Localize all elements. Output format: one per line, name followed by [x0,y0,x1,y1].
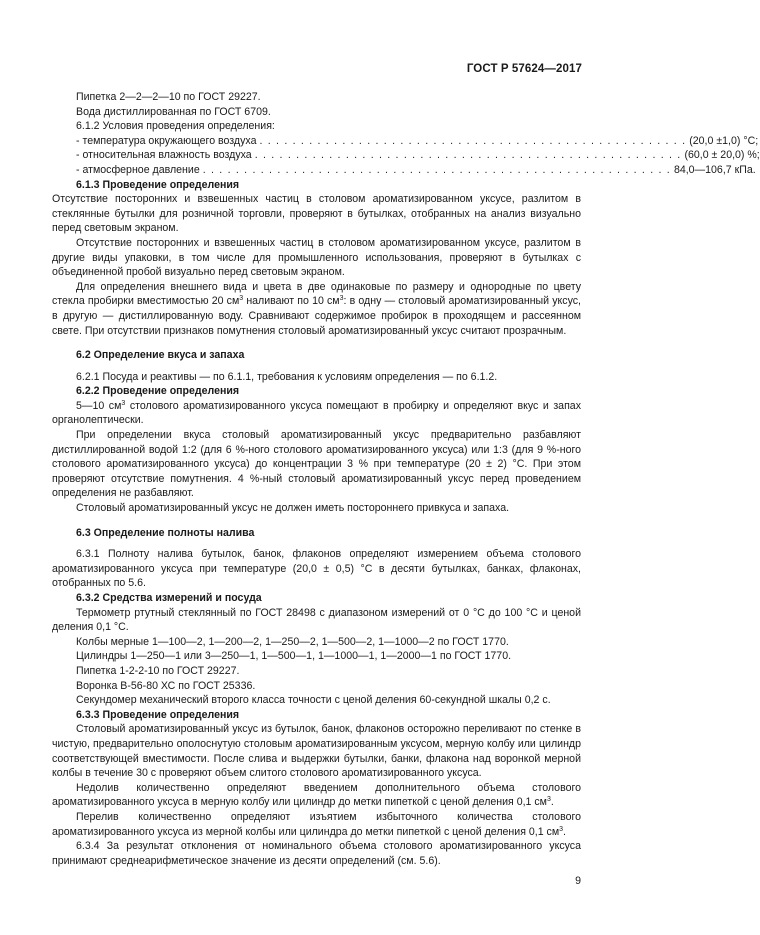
condition-label: - температура окружающего воздуха [76,134,257,147]
paragraph-text: столового ароматизированного уксуса помещают в пробирку и определяют вкус и запах органолептически. [52,399,581,427]
superscript: 3 [339,295,344,303]
paragraph [52,192,581,236]
paragraph-text: Перелив количественно определяют изъятием избыточного количества столового ароматизированного уксуса из мерной колбы или цилиндра до метки пипеткой с ценой деления 0,1 см [52,810,581,838]
leader-dots: . . . . . . . . . . . . . . . . . . . . . . . . . . . . . . . . . . . . . . . . . . . . . . . . . . . . [259,134,687,147]
superscript: 3 [546,796,551,804]
paragraph [52,236,581,280]
section-heading-6-3-2: 6.3.2 Средства измерений и посуда [76,592,262,604]
paragraph: Пипетка 1-2-2-10 по ГОСТ 29227. [76,664,240,677]
condition-value: (60,0 ± 20,0) %; [684,149,760,162]
text-line: Вода дистиллированная по ГОСТ 6709. [76,105,271,118]
condition-label: - атмосферное давление [76,163,200,176]
paragraph: Столовый ароматизированный уксус из бутылок, банок, флаконов осторожно переливают по стенке в чистую, предварительно ополоснутую столовым ароматизированным уксусом, мерную колбу или цилиндр соответствующей вместимости. После слива и выдержки бутылки, банки, флакона над воронкой мерной колбы в течение 30 с проверяют объем слитого столового ароматизированного уксуса. [52,723,581,780]
spacer [52,516,581,526]
superscript: 3 [559,825,564,833]
paragraph-text: 5—10 см [76,399,122,412]
paragraph [52,781,581,810]
section-heading-6-2-2: 6.2.2 Проведение определения [76,385,240,398]
text-line: Пипетка 2—2—2—10 по ГОСТ 29227. [76,91,261,103]
section-heading-6-3: 6.3 Определение полноты налива [76,526,255,539]
paragraph: 6.3.1 Полноту налива бутылок, банок, флаконов определяют измерением объема столового ароматизированного уксуса при температуре (20,0 ± 0,5) °С в десяти бутылках, банках, флаконах, отобранных по 5.6. [52,548,581,590]
condition-value: 84,0—106,7 кПа. [673,163,756,176]
condition-value: (20,0 ±1,0) °С; [689,134,759,147]
paragraph-text: Для определения внешнего вида и цвета в две одинаковые по размеру и однородные по цвету стекла пробирки вместимостью 20 см [52,280,581,308]
paragraph: 6.3.4 За результат отклонения от номинального объема столового ароматизированного уксуса принимают среднеарифметическое значение из десяти определений (см. 5.6). [52,840,581,867]
spacer [52,363,581,370]
superscript: 3 [121,399,126,407]
paragraph-text: . [563,825,566,838]
paragraph-text: : в одну — столовый ароматизированный уксус, в другую — дистиллированную воду. Сравнивают содержимое пробирок в проходящем и рассеянном свете. При отсутствии признаков помутнения столовый ароматизированный уксус считают прозрачным. [52,295,581,337]
leader-dots: . . . . . . . . . . . . . . . . . . . . . . . . . . . . . . . . . . . . . . . . . . . . . . . . . . . . [254,149,682,162]
leader-dots: . . . . . . . . . . . . . . . . . . . . . . . . . . . . . . . . . . . . . . . . . . . . . . . . . . . . . . . . . [202,163,671,176]
document-body [52,90,760,868]
spacer [52,540,581,547]
spacer [52,338,581,348]
section-heading-6-1-3: 6.1.3 Проведение определения [76,178,240,191]
condition-row-pressure [76,163,756,178]
page-number: 9 [575,875,581,887]
paragraph: Цилиндры 1—250—1 или 3—250—1, 1—500—1, 1—1000—1, 1—2000—1 по ГОСТ 1770. [76,650,512,663]
section-heading-6-2: 6.2 Определение вкуса и запаха [76,349,245,362]
condition-row-humidity [76,148,760,163]
paragraph: Термометр ртутный стеклянный по ГОСТ 28498 с диапазоном измерений от 0 °С до 100 °С и ценой деления 0,1 °С. [52,606,581,634]
paragraph [52,810,581,839]
paragraph [52,280,581,338]
paragraph-text: Отсутствие посторонних и взвешенных частиц в столовом ароматизированном уксусе, разлитом в стеклянные бутылки для розничной торговли, проверяют в бутылках, отобранных на анализ визуально перед световым экраном. [52,193,581,235]
paragraph: 6.2.1 Посуда и реактивы — по 6.1.1, требования к условиям определения — по 6.1.2. [76,370,498,383]
section-heading-6-3-3: 6.3.3 Проведение определения [76,708,240,721]
paragraph [52,399,581,428]
condition-row-temperature [76,134,759,149]
paragraph-text: наливают по 10 см [243,295,340,308]
paragraph-text: Недолив количественно определяют введением дополнительного объема столового ароматизированного уксуса в мерную колбу или цилиндр до метки пипеткой с ценой деления 0,1 см [52,781,581,809]
superscript: 3 [239,295,244,303]
paragraph-text: . [550,796,554,809]
condition-label: - относительная влажность воздуха [76,149,252,162]
paragraph: Секундомер механический второго класса точности с ценой деления 60-секундной шкалы 0,2 с. [76,694,551,707]
paragraph: Воронка В-56-80 ХС по ГОСТ 25336. [76,679,256,692]
document-header-standard: ГОСТ Р 57624—2017 [466,63,582,75]
paragraph-text: Отсутствие посторонних и взвешенных частиц в столовом ароматизированном уксусе, разлитом в другие виды упаковки, в том числе для промышленного использования, проверяют в бутылках с объединенной пробой визуально перед световым экраном. [52,236,581,279]
paragraph: Колбы мерные 1—100—2, 1—200—2, 1—250—2, 1—500—2, 1—1000—2 по ГОСТ 1770. [76,635,509,648]
text-line: 6.1.2 Условия проведения определения: [76,120,275,133]
paragraph: При определении вкуса столовый ароматизированный уксус предварительно разбавляют дистиллированной водой 1:2 (для 6 %-ного столового ароматизированного уксуса) или 1:3 (для 9 %-ного столового ароматизированного уксуса) до концентрации 3 % при температуре (20 ± 2) °С. При этом проверяют отсутствие помутнения. 4 %-ный столовый ароматизированный уксус перед проведением определения не разбавляют. [52,429,581,500]
paragraph: Столовый ароматизированный уксус не должен иметь постороннего привкуса и запаха. [76,502,510,515]
